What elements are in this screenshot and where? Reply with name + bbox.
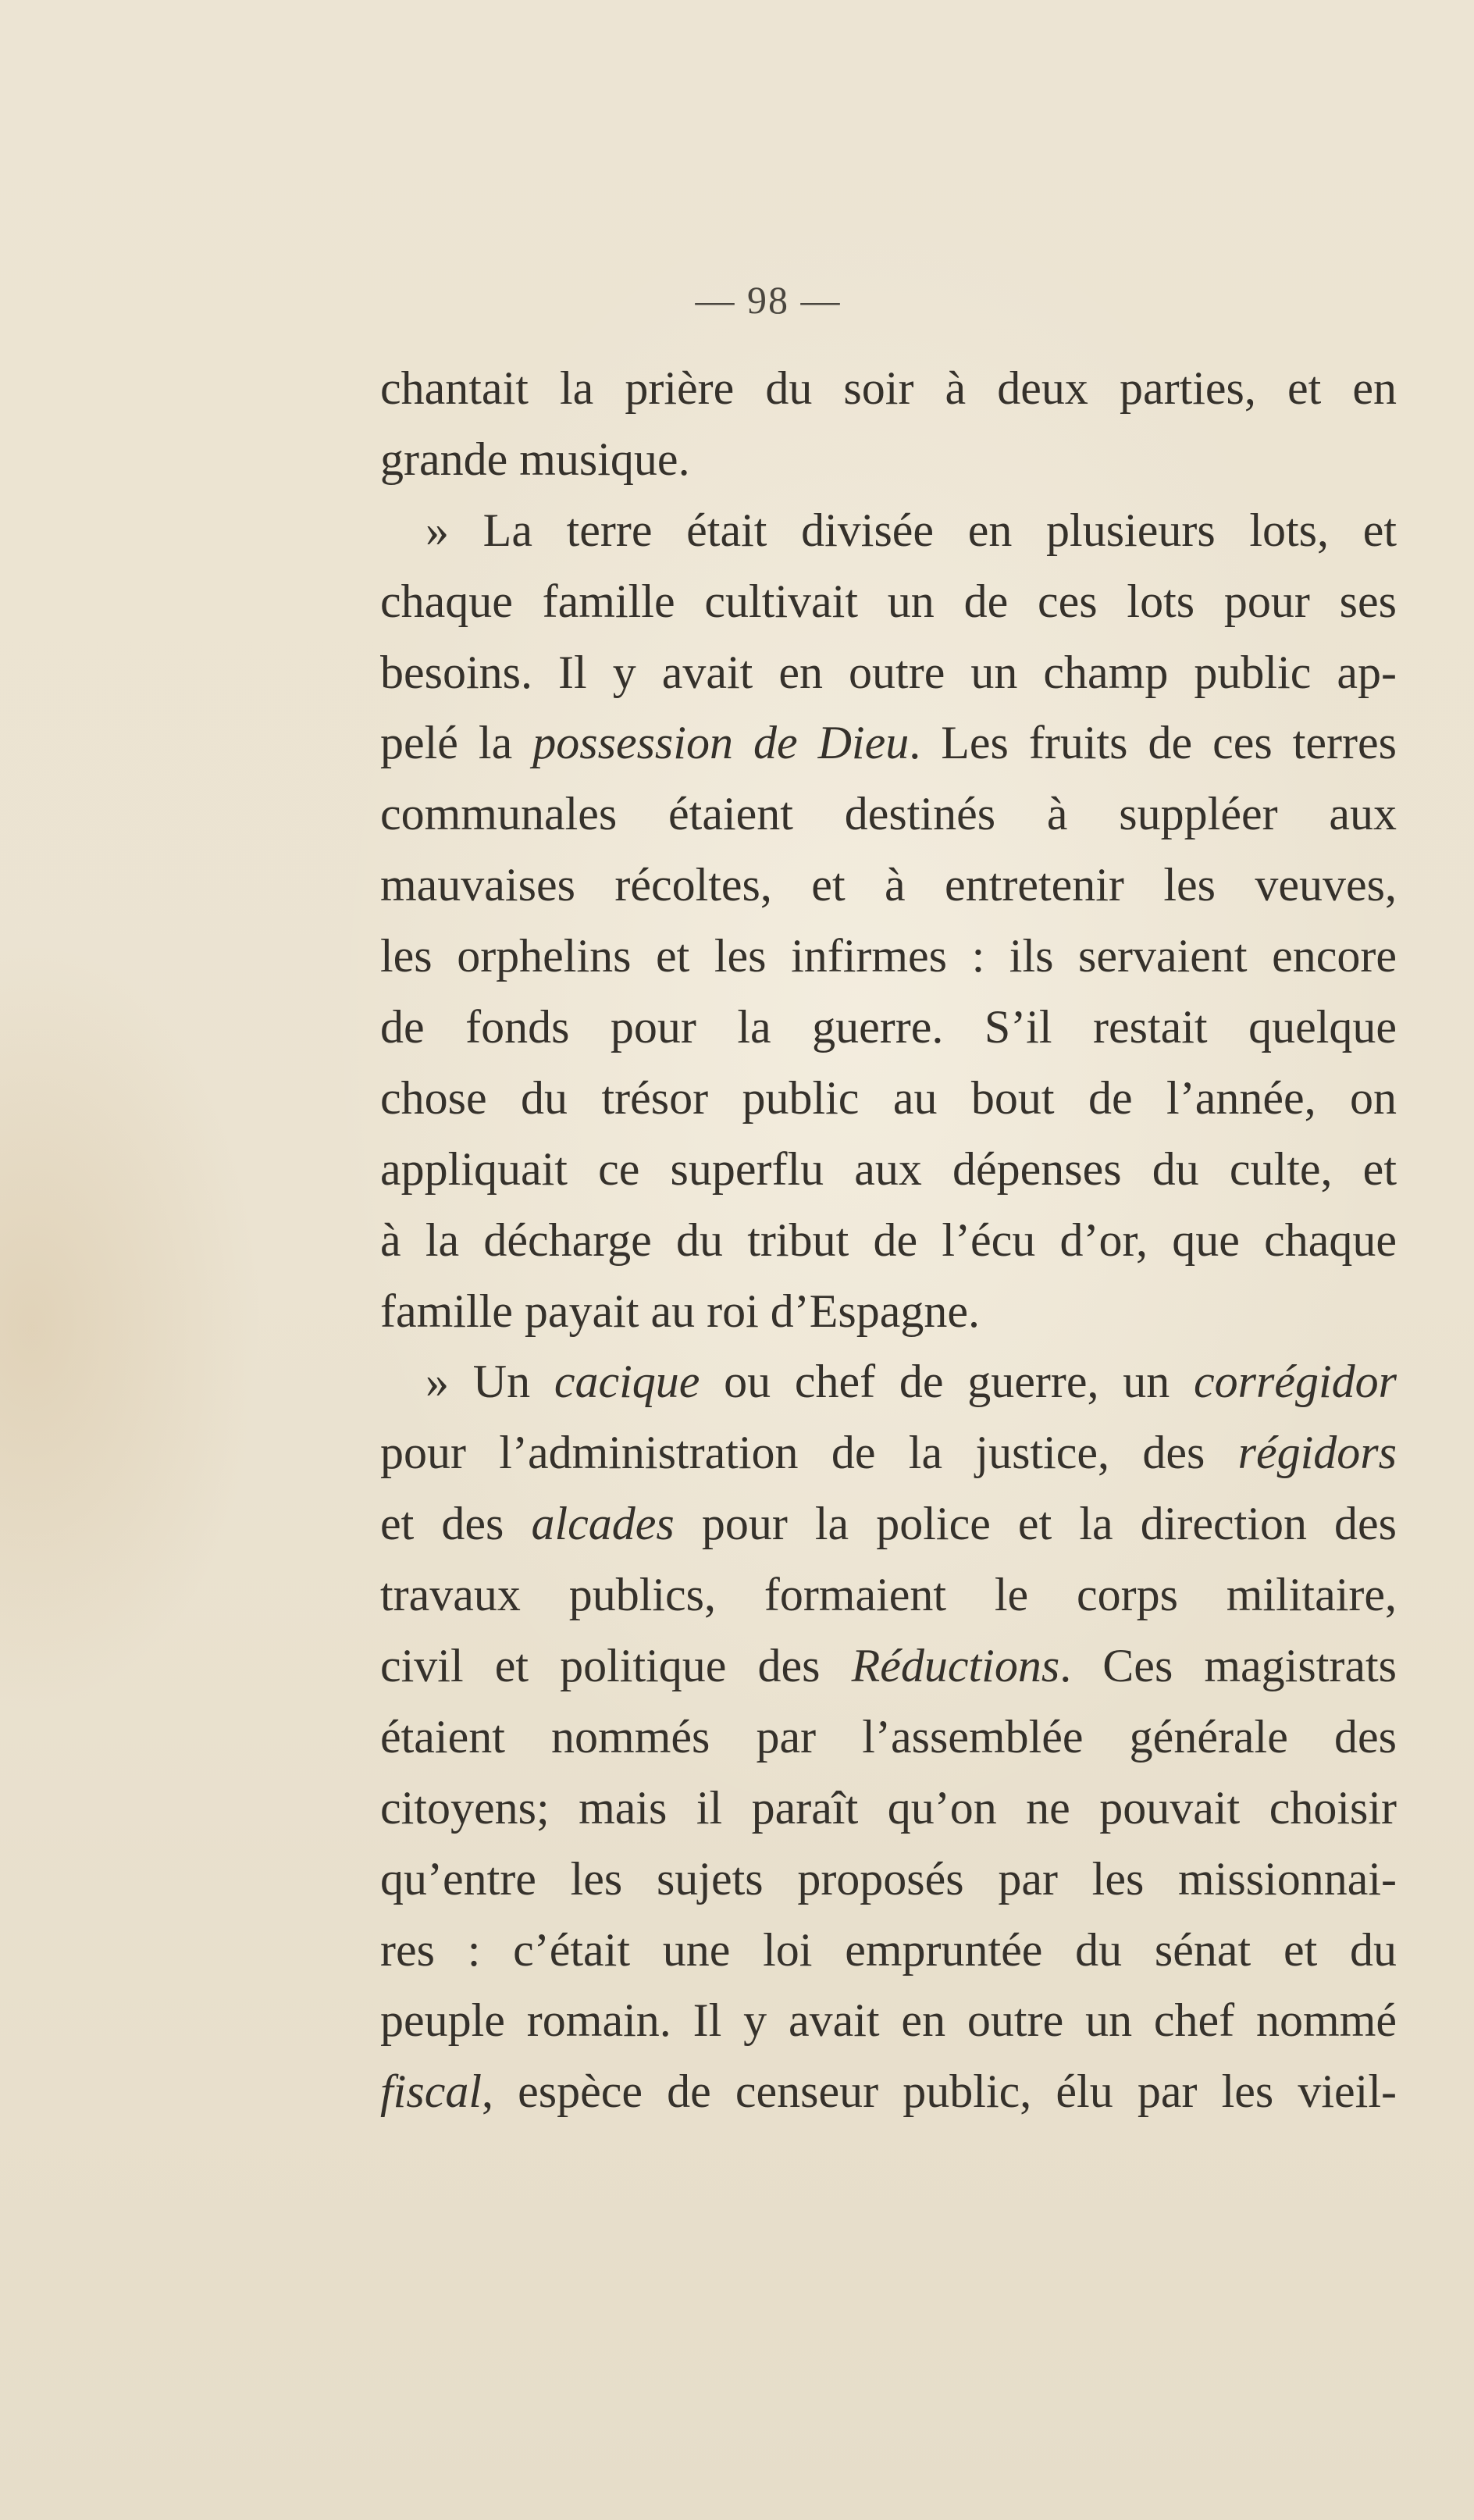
- text-segment: chose du trésor public au bout de l’année, on: [380, 1071, 1397, 1124]
- text-line: [380, 1346, 1397, 1417]
- italic-text-segment: Réductions: [851, 1640, 1060, 1692]
- text-line: [380, 1276, 1397, 1347]
- italic-text-segment: corrégidor: [1194, 1356, 1397, 1408]
- text-segment: pelé la: [380, 717, 533, 769]
- text-segment: citoyens; mais il paraît qu’on ne pouvait choisir: [380, 1781, 1397, 1834]
- text-segment: mauvaises récoltes, et à entretenir les veuves,: [380, 859, 1397, 911]
- text-line: [380, 1631, 1397, 1702]
- text-line: [380, 1417, 1397, 1488]
- text-segment: peuple romain. Il y avait en outre un chef nommé: [380, 1994, 1397, 2047]
- text-segment: communales étaient destinés à suppléer aux: [380, 788, 1397, 840]
- text-segment: » La terre était divisée en plusieurs lots, et: [425, 504, 1397, 556]
- text-line: [380, 850, 1397, 921]
- text-line: [380, 353, 1397, 424]
- text-line: [380, 921, 1397, 992]
- italic-text-segment: cacique: [554, 1356, 700, 1408]
- text-line: [380, 779, 1397, 850]
- text-line: [380, 1915, 1397, 1986]
- text-segment: qu’entre les sujets proposés par les missionnai-: [380, 1852, 1397, 1905]
- text-line: [380, 708, 1397, 779]
- text-segment: étaient nommés par l’assemblée générale des: [380, 1710, 1397, 1763]
- text-segment: civil et politique des: [380, 1640, 852, 1692]
- text-line: [380, 1773, 1397, 1844]
- body-text: [380, 353, 1397, 2127]
- text-segment: famille payait au roi d’Espagne.: [380, 1285, 981, 1337]
- text-line: [380, 992, 1397, 1063]
- text-segment: ou chef de guerre, un: [700, 1356, 1195, 1408]
- italic-text-segment: fiscal: [380, 2066, 482, 2118]
- text-line: [380, 1559, 1397, 1631]
- italic-text-segment: régidors: [1237, 1427, 1397, 1479]
- text-segment: appliquait ce superflu aux dépenses du culte, et: [380, 1142, 1397, 1195]
- text-line: [380, 1844, 1397, 1915]
- italic-text-segment: possession de Dieu: [532, 717, 910, 769]
- text-segment: à la décharge du tribut de l’écu d’or, que chaque: [380, 1214, 1397, 1266]
- page-number: — 98 —: [695, 278, 842, 322]
- text-segment: pour la police et la direction des: [674, 1498, 1397, 1550]
- text-line: [380, 1063, 1397, 1134]
- text-segment: , espèce de censeur public, élu par les vieil-: [482, 2066, 1397, 2118]
- text-segment: . Ces magistrats: [1059, 1640, 1397, 1692]
- text-line: [380, 1702, 1397, 1773]
- text-segment: chaque famille cultivait un de ces lots pour ses: [380, 575, 1397, 627]
- text-segment: de fonds pour la guerre. S’il restait quelque: [380, 1001, 1397, 1053]
- text-segment: grande musique.: [380, 433, 690, 485]
- text-segment: les orphelins et les infirmes : ils servaient encore: [380, 930, 1397, 982]
- text-line: [380, 566, 1397, 637]
- text-segment: besoins. Il y avait en outre un champ public ap-: [380, 646, 1397, 698]
- text-segment: travaux publics, formaient le corps militaire,: [380, 1569, 1397, 1621]
- text-segment: . Les fruits de ces terres: [909, 717, 1397, 769]
- text-line: [380, 637, 1397, 708]
- text-line: [380, 2056, 1397, 2127]
- text-segment: » Un: [425, 1356, 554, 1408]
- italic-text-segment: alcades: [531, 1498, 675, 1550]
- text-segment: et des: [380, 1498, 532, 1550]
- text-line: [380, 1985, 1397, 2056]
- text-segment: chantait la prière du soir à deux parties, et en: [380, 362, 1397, 414]
- text-line: [380, 1134, 1397, 1205]
- text-segment: pour l’administration de la justice, des: [380, 1427, 1238, 1479]
- text-line: [380, 1488, 1397, 1559]
- text-segment: res : c’était une loi empruntée du sénat et du: [380, 1923, 1397, 1976]
- text-line: [380, 424, 1397, 495]
- text-line: [380, 495, 1397, 566]
- text-line: [380, 1205, 1397, 1276]
